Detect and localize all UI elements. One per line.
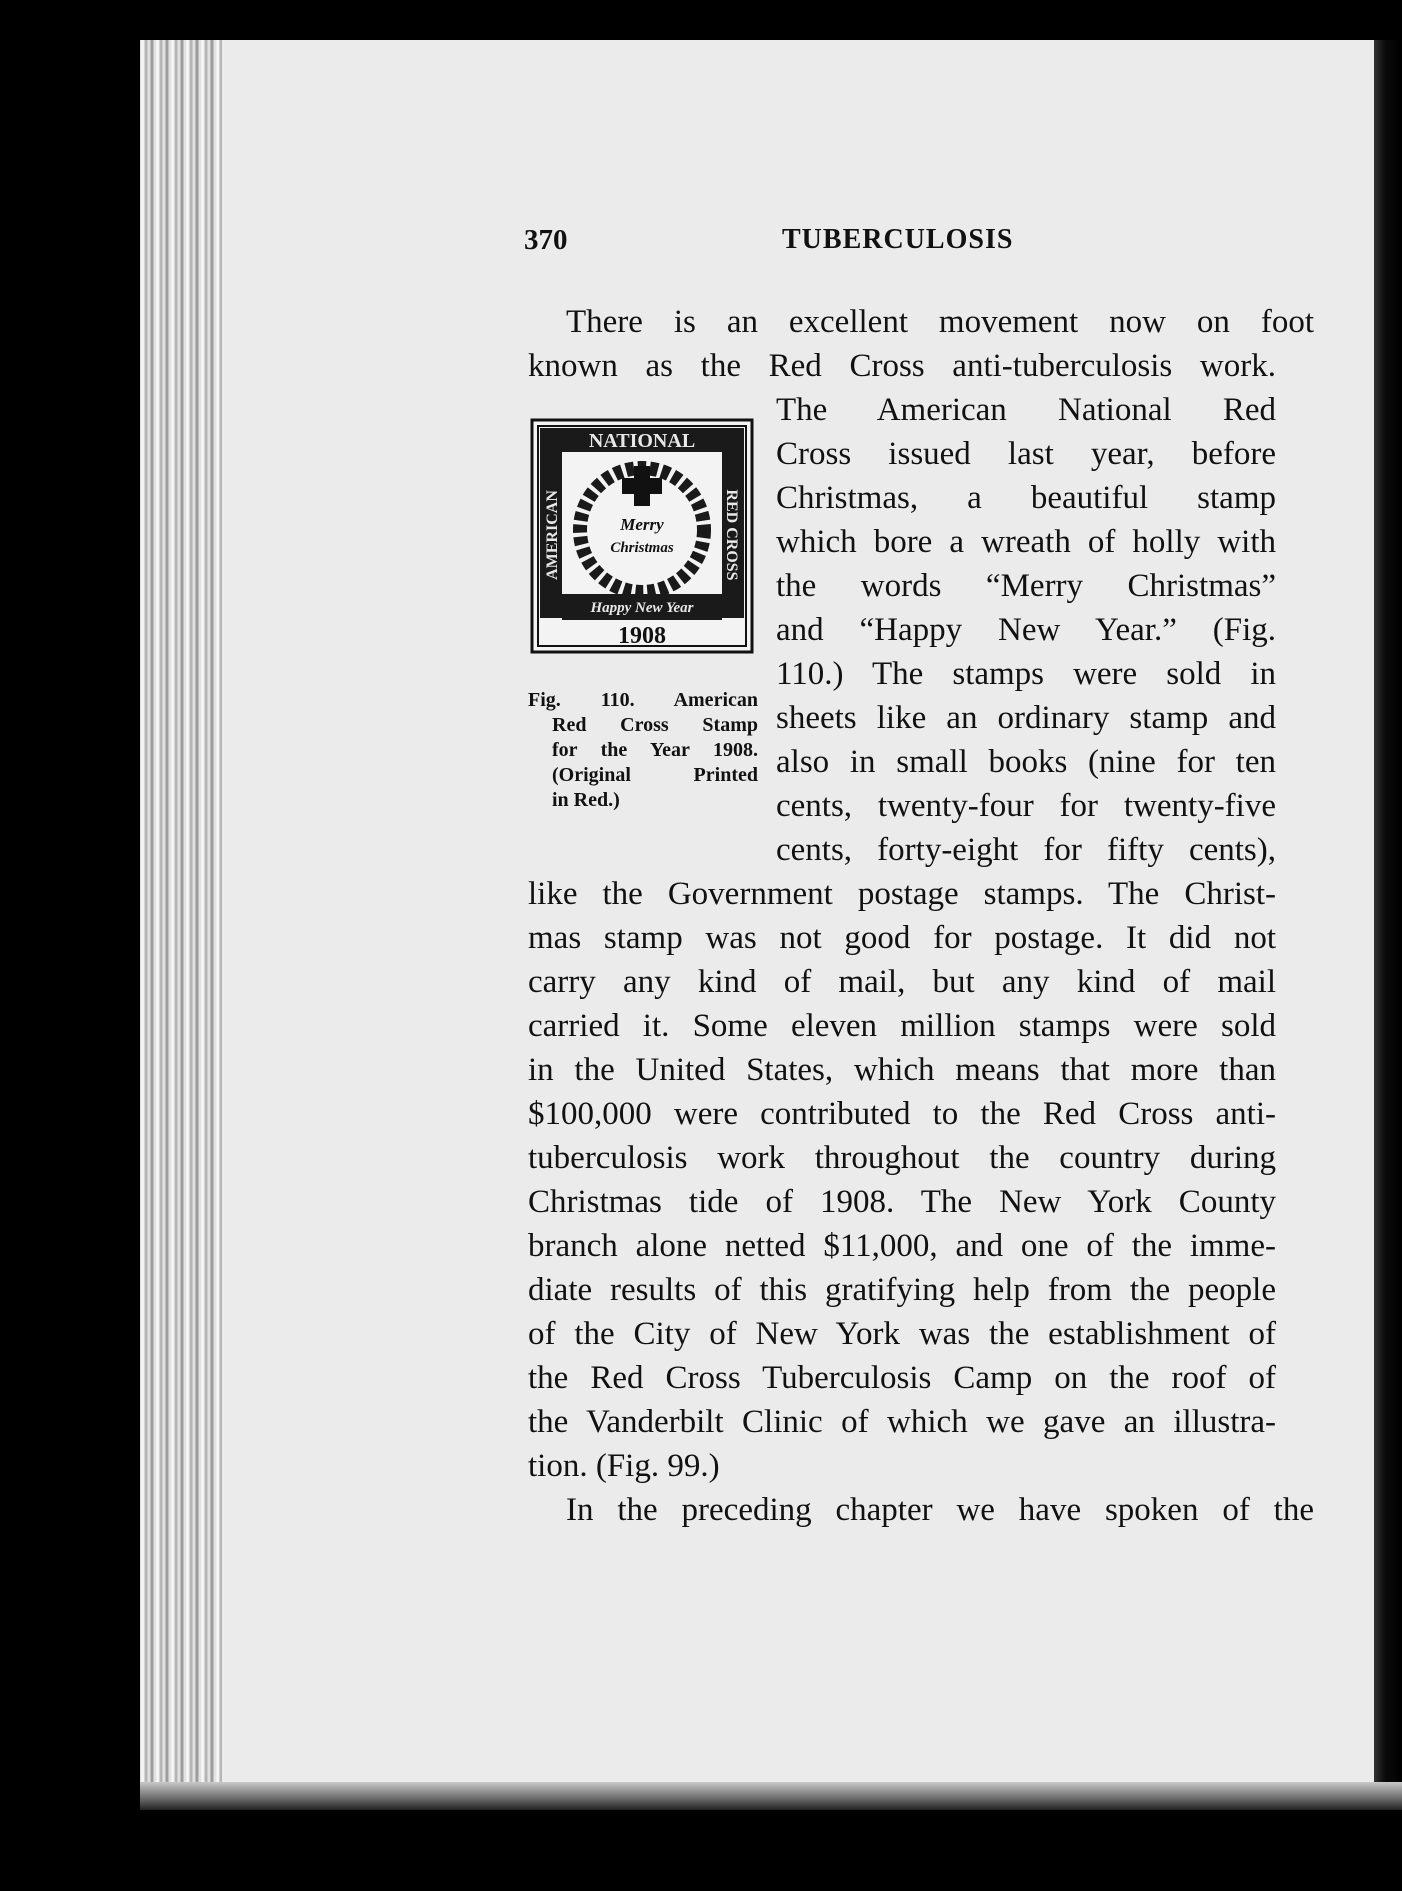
- figure-caption-line: for the Year 1908.: [552, 739, 758, 761]
- figure-caption-line: (Original Printed: [552, 764, 758, 786]
- figure-caption-line: Fig. 110. American: [528, 689, 758, 711]
- body-line: branch alone netted $11,000, and one of the imme-: [528, 1228, 1276, 1264]
- running-head: [524, 224, 1284, 264]
- body-line: like the Government postage stamps. The Christ-: [528, 876, 1276, 912]
- figure-caption-line: in Red.): [552, 789, 620, 811]
- body-line: the words “Merry Christmas”: [776, 568, 1276, 604]
- body-line: cents, forty-eight for fifty cents),: [776, 832, 1276, 868]
- stamp-illustration: [530, 418, 754, 654]
- body-line: which bore a wreath of holly with: [776, 524, 1276, 560]
- stamp-happy-text: Happy New Year: [590, 600, 694, 616]
- body-line: carried it. Some eleven million stamps were sold: [528, 1008, 1276, 1044]
- body-line: Cross issued last year, before: [776, 436, 1276, 472]
- body-line: the Vanderbilt Clinic of which we gave an illustra-: [528, 1404, 1276, 1440]
- body-line: 110.) The stamps were sold in: [776, 656, 1276, 692]
- stamp-merry-text: Merry: [620, 515, 664, 534]
- body-line: In the preceding chapter we have spoken of the: [566, 1492, 1314, 1528]
- stamp-top-text: NATIONAL: [588, 430, 696, 452]
- book-binding-edge: [140, 40, 222, 1810]
- page-right-edge: [1374, 40, 1402, 1810]
- stamp-christmas-text: Christmas: [610, 540, 674, 556]
- body-line: Christmas tide of 1908. The New York County: [528, 1184, 1276, 1220]
- body-line: cents, twenty-four for twenty-five: [776, 788, 1276, 824]
- body-line: known as the Red Cross anti-tuberculosis work.: [528, 348, 1276, 384]
- body-line: There is an excellent movement now on foot: [566, 304, 1314, 340]
- body-line: carry any kind of mail, but any kind of mail: [528, 964, 1276, 1000]
- body-line: tion. (Fig. 99.): [528, 1448, 720, 1484]
- stamp-right-text: RED CROSS: [723, 489, 740, 581]
- running-title: TUBERCULOSIS: [782, 224, 1014, 255]
- body-line: also in small books (nine for ten: [776, 744, 1276, 780]
- body-line: and “Happy New Year.” (Fig.: [776, 612, 1276, 648]
- red-cross-stamp-figure: [530, 418, 754, 654]
- body-line: mas stamp was not good for postage. It did not: [528, 920, 1276, 956]
- body-line: of the City of New York was the establishment of: [528, 1316, 1276, 1352]
- body-line: sheets like an ordinary stamp and: [776, 700, 1276, 736]
- figure-caption-line: Red Cross Stamp: [552, 714, 758, 736]
- body-line: The American National Red: [776, 392, 1276, 428]
- body-line: the Red Cross Tuberculosis Camp on the roof of: [528, 1360, 1276, 1396]
- stamp-year-text: 1908: [618, 623, 666, 649]
- page-number: 370: [524, 224, 568, 256]
- body-line: in the United States, which means that more than: [528, 1052, 1276, 1088]
- page-bottom-edge: [140, 1782, 1402, 1810]
- body-line: tuberculosis work throughout the country during: [528, 1140, 1276, 1176]
- stamp-left-text: AMERICAN: [544, 490, 561, 580]
- body-line: diate results of this gratifying help from the people: [528, 1272, 1276, 1308]
- body-line: Christmas, a beautiful stamp: [776, 480, 1276, 516]
- body-line: $100,000 were contributed to the Red Cross anti-: [528, 1096, 1276, 1132]
